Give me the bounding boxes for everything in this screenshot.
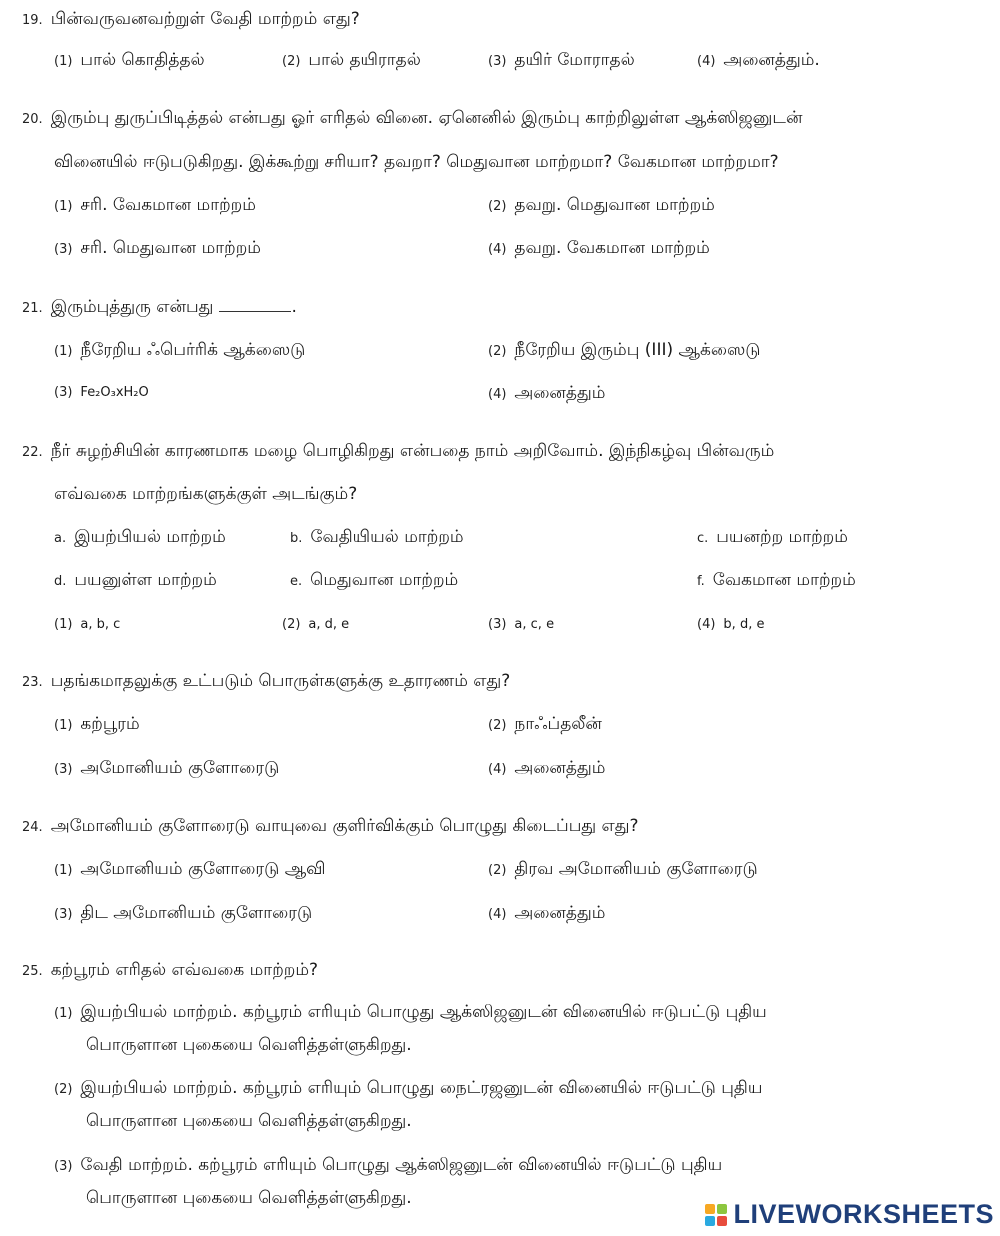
option-number: (4)	[697, 617, 716, 632]
item-letter: b.	[290, 531, 303, 546]
option-text: இயற்பியல் மாற்றம். கற்பூரம் எரியும் பொழுது நைட்ரஜனுடன் வினையில் ஈடுபட்டு புதிய	[80, 1078, 763, 1098]
question-number: 24.	[22, 820, 43, 835]
question-22	[22, 440, 774, 464]
option-text: அனைத்தும்	[514, 758, 606, 778]
option-23-2[interactable]	[488, 713, 602, 737]
item-letter: e.	[290, 574, 303, 589]
option-22-4[interactable]	[697, 614, 764, 636]
option-number: (1)	[54, 863, 73, 878]
option-23-1[interactable]	[54, 713, 140, 737]
option-number: (2)	[488, 863, 507, 878]
option-25-3-line2	[86, 1187, 412, 1209]
option-number: (3)	[488, 54, 507, 69]
option-number: (4)	[488, 907, 507, 922]
question-text: அமோனியம் குளோரைடு வாயுவை குளிர்விக்கும் பொழுது கிடைப்பது எது?	[50, 816, 639, 836]
option-text: சரி. மெதுவான மாற்றம்	[80, 238, 261, 258]
option-text: அனைத்தும்	[514, 903, 606, 923]
item-22-e	[290, 569, 458, 593]
logo-text: LIVEWORKSHEETS	[733, 1199, 994, 1229]
option-number: (4)	[488, 387, 507, 402]
option-24-4[interactable]	[488, 902, 605, 926]
question-number: 21.	[22, 301, 43, 316]
option-22-1[interactable]	[54, 614, 120, 636]
item-text: மெதுவான மாற்றம்	[310, 570, 459, 590]
question-text: கற்பூரம் எரிதல் எவ்வகை மாற்றம்?	[50, 960, 319, 980]
question-24	[22, 815, 639, 839]
option-number: (1)	[54, 54, 73, 69]
option-text: தயிர் மோராதல்	[514, 50, 635, 70]
question-text: நீர் சுழற்சியின் காரணமாக மழை பொழிகிறது என்பதை நாம் அறிவோம். இந்நிகழ்வு பின்வரும்	[50, 441, 775, 461]
item-text: பயனற்ற மாற்றம்	[716, 527, 848, 547]
option-text: நீரேறிய ஃபெர்ரிக் ஆக்ஸைடு	[80, 340, 306, 360]
question-text: பதங்கமாதலுக்கு உட்படும் பொருள்களுக்கு உதாரணம் எது?	[50, 671, 511, 691]
question-number: 19.	[22, 13, 43, 28]
question-text: எவ்வகை மாற்றங்களுக்குள் அடங்கும்?	[54, 484, 358, 504]
question-number: 23.	[22, 675, 43, 690]
logo-square	[705, 1216, 715, 1226]
logo-square	[717, 1204, 727, 1214]
option-text: நீரேறிய இரும்பு (III) ஆக்ஸைடு	[514, 340, 761, 360]
option-20-3[interactable]	[54, 237, 261, 261]
item-letter: a.	[54, 531, 67, 546]
option-text: நாஃப்தலீன்	[514, 714, 602, 734]
item-22-c	[697, 526, 848, 550]
option-number: (2)	[488, 344, 507, 359]
option-21-2[interactable]	[488, 339, 760, 363]
option-19-1[interactable]	[54, 49, 205, 73]
question-20-line2	[54, 151, 779, 173]
logo-square	[705, 1204, 715, 1214]
option-number: (1)	[54, 718, 73, 733]
option-text: அனைத்தும்	[514, 383, 606, 403]
logo-squares-icon	[705, 1204, 727, 1226]
option-text: தவறு. வேகமான மாற்றம்	[514, 238, 710, 258]
option-text: அனைத்தும்.	[723, 50, 820, 70]
option-text: பொருளான புகையை வெளித்தள்ளுகிறது.	[86, 1111, 412, 1131]
option-text: a, c, e	[514, 617, 555, 632]
item-22-b	[290, 526, 464, 550]
option-number: (4)	[697, 54, 716, 69]
option-19-4[interactable]	[697, 49, 820, 73]
option-text: வேதி மாற்றம். கற்பூரம் எரியும் பொழுது ஆக்ஸிஜனுடன் வினையில் ஈடுபட்டு புதிய	[80, 1155, 723, 1175]
option-20-2[interactable]	[488, 194, 715, 218]
option-25-3[interactable]	[54, 1154, 722, 1178]
option-text: திட அமோனியம் குளோரைடு	[80, 903, 313, 923]
option-22-3[interactable]	[488, 614, 554, 636]
item-text: பயனுள்ள மாற்றம்	[74, 570, 217, 590]
option-text: பொருளான புகையை வெளித்தள்ளுகிறது.	[86, 1188, 412, 1208]
option-21-3[interactable]	[54, 382, 149, 404]
option-number: (3)	[54, 242, 73, 257]
question-25	[22, 959, 318, 983]
option-25-1-line2	[86, 1034, 412, 1056]
option-text: இயற்பியல் மாற்றம். கற்பூரம் எரியும் பொழுது ஆக்ஸிஜனுடன் வினையில் ஈடுபட்டு புதிய	[80, 1002, 767, 1022]
option-text: Fe₂O₃xH₂O	[80, 385, 149, 400]
option-text: சரி. வேகமான மாற்றம்	[80, 195, 256, 215]
option-number: (2)	[282, 617, 301, 632]
option-number: (2)	[54, 1082, 73, 1097]
item-22-f	[697, 569, 856, 593]
answer-blank[interactable]	[219, 299, 291, 312]
option-number: (3)	[54, 1159, 73, 1174]
question-number: 22.	[22, 445, 43, 460]
option-number: (1)	[54, 199, 73, 214]
logo-square	[717, 1216, 727, 1226]
option-24-3[interactable]	[54, 902, 312, 926]
option-23-4[interactable]	[488, 757, 605, 781]
option-25-1[interactable]	[54, 1001, 767, 1025]
option-number: (3)	[54, 762, 73, 777]
item-letter: f.	[697, 574, 705, 589]
option-number: (3)	[54, 907, 73, 922]
option-text: திரவ அமோனியம் குளோரைடு	[514, 859, 758, 879]
option-number: (2)	[488, 718, 507, 733]
question-text: இரும்பு துருப்பிடித்தல் என்பது ஓர் எரிதல் வினை. ஏனெனில் இரும்பு காற்றிலுள்ள ஆக்ஸிஜனுடன்	[50, 108, 803, 128]
option-text: b, d, e	[723, 617, 765, 632]
item-letter: c.	[697, 531, 709, 546]
option-23-3[interactable]	[54, 757, 279, 781]
question-number: 25.	[22, 964, 43, 979]
option-text: அமோனியம் குளோரைடு ஆவி	[80, 859, 326, 879]
option-number: (2)	[282, 54, 301, 69]
option-25-2-line2	[86, 1110, 412, 1132]
question-text: வினையில் ஈடுபடுகிறது. இக்கூற்று சரியா? தவறா? மெதுவான மாற்றமா? வேகமான மாற்றமா?	[54, 152, 779, 172]
option-22-2[interactable]	[282, 614, 349, 636]
item-text: வேதியியல் மாற்றம்	[310, 527, 464, 547]
option-text: a, b, c	[80, 617, 121, 632]
option-number: (4)	[488, 242, 507, 257]
option-number: (1)	[54, 617, 73, 632]
option-21-4[interactable]	[488, 382, 605, 406]
option-20-4[interactable]	[488, 237, 710, 261]
option-text: a, d, e	[308, 617, 350, 632]
item-22-a	[54, 526, 226, 550]
option-number: (4)	[488, 762, 507, 777]
option-number: (3)	[488, 617, 507, 632]
option-24-2[interactable]	[488, 858, 758, 882]
question-21	[22, 296, 297, 320]
option-number: (3)	[54, 385, 73, 400]
option-number: (1)	[54, 1006, 73, 1021]
option-text: பால் தயிராதல்	[308, 50, 421, 70]
option-text: பொருளான புகையை வெளித்தள்ளுகிறது.	[86, 1035, 412, 1055]
option-text: பால் கொதித்தல்	[80, 50, 205, 70]
option-number: (1)	[54, 344, 73, 359]
option-text: அமோனியம் குளோரைடு	[80, 758, 280, 778]
item-text: வேகமான மாற்றம்	[712, 570, 856, 590]
option-text: தவறு. மெதுவான மாற்றம்	[514, 195, 715, 215]
option-24-1[interactable]	[54, 858, 326, 882]
question-23	[22, 670, 510, 694]
option-19-2[interactable]	[282, 49, 421, 73]
question-19	[22, 8, 360, 32]
option-19-3[interactable]	[488, 49, 635, 73]
item-text: இயற்பியல் மாற்றம்	[74, 527, 226, 547]
item-letter: d.	[54, 574, 67, 589]
question-number: 20.	[22, 112, 43, 127]
option-text: கற்பூரம்	[80, 714, 140, 734]
option-number: (2)	[488, 199, 507, 214]
question-text: பின்வருவனவற்றுள் வேதி மாற்றம் எது?	[50, 9, 360, 29]
question-text: இரும்புத்துரு என்பது	[50, 297, 214, 317]
liveworksheets-logo	[705, 1199, 994, 1230]
item-22-d	[54, 569, 217, 593]
question-20	[22, 107, 802, 131]
option-21-1[interactable]	[54, 339, 305, 363]
question-22-line2	[54, 483, 357, 505]
option-25-2[interactable]	[54, 1077, 762, 1101]
option-20-1[interactable]	[54, 194, 256, 218]
question-end: .	[291, 297, 297, 317]
